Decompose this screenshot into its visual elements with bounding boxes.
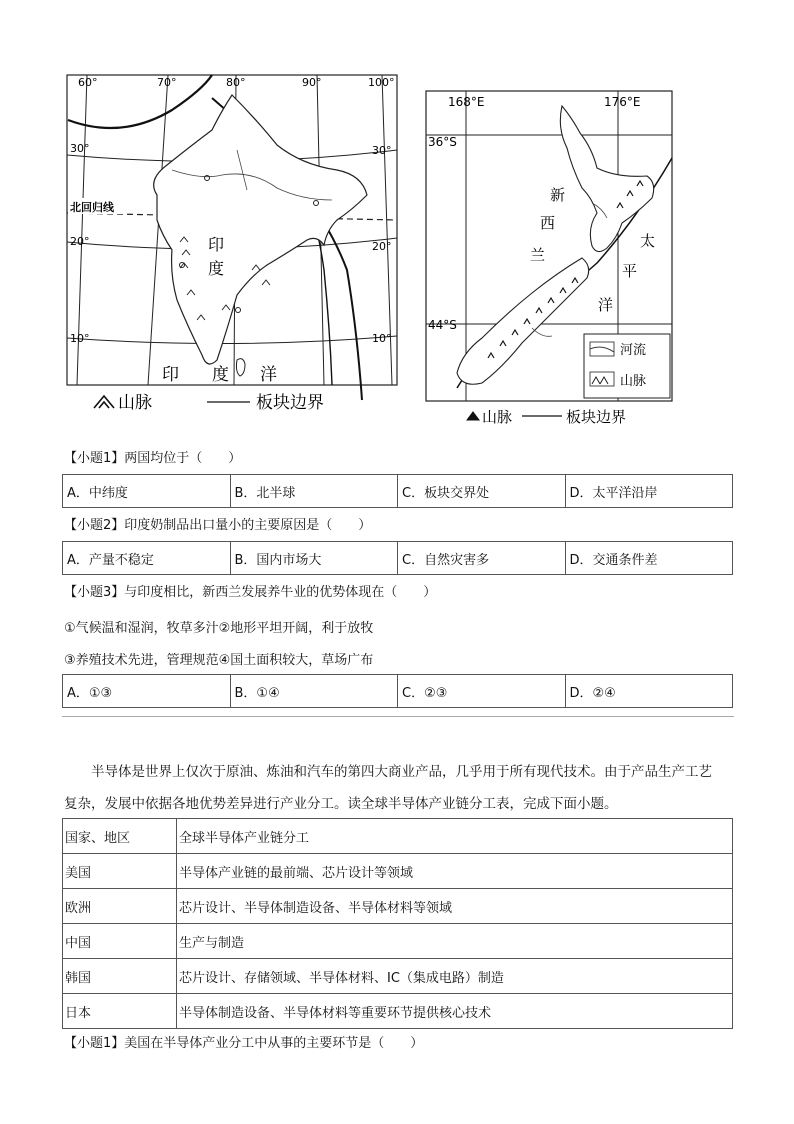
question-3-title: 【小题3】与印度相比，新西兰发展养牛业的优势体现在（ ） <box>64 585 437 600</box>
table-cell: 芯片设计、半导体制造设备、半导体材料等领域 <box>177 889 733 924</box>
legend-boundary-label: 板块边界 <box>256 393 324 413</box>
table-cell: 韩国 <box>63 959 177 994</box>
country-char: 新 <box>550 186 566 204</box>
lat-label: 30° <box>372 144 392 157</box>
ocean-char: 洋 <box>598 296 614 314</box>
lon-label: 60° <box>78 76 98 89</box>
option-a[interactable]: A．①③ <box>63 675 231 708</box>
legend-mountain-label: 山脉 <box>620 374 647 389</box>
table-header-cell: 全球半导体产业链分工 <box>177 819 733 854</box>
country-char: 西 <box>540 214 556 232</box>
legend-river-label: 河流 <box>620 343 647 358</box>
table-header-cell: 国家、地区 <box>63 819 177 854</box>
question-4-title: 【小题1】美国在半导体产业分工中从事的主要环节是（ ） <box>64 1036 424 1051</box>
table-row <box>63 959 733 994</box>
country-label: 印 <box>208 235 225 254</box>
india-map <box>62 70 402 420</box>
legend-mountain-label: 山脉 <box>482 408 513 426</box>
table-row <box>63 924 733 959</box>
passage-line: 半导体是世界上仅次于原油、炼油和汽车的第四大商业产品，几乎用于所有现代技术。由于产品生产工艺 <box>91 764 712 780</box>
lat-label: 36°S <box>428 135 457 149</box>
table-cell: 半导体产业链的最前端、芯片设计等领域 <box>177 854 733 889</box>
lon-label: 168°E <box>448 95 485 109</box>
new-zealand-map <box>422 88 676 428</box>
option-b[interactable]: B．国内市场大 <box>230 542 398 575</box>
option-a[interactable]: A．中纬度 <box>63 475 231 508</box>
table-cell: 生产与制造 <box>177 924 733 959</box>
lat-label: 20° <box>372 240 392 253</box>
lat-label: 30° <box>70 142 90 155</box>
option-d[interactable]: D．太平洋沿岸 <box>565 475 733 508</box>
semiconductor-table <box>62 818 733 1029</box>
ocean-label: 度 <box>212 365 229 385</box>
lat-label: 20° <box>70 235 90 248</box>
tropic-label: 北回归线 <box>70 201 114 214</box>
lon-label: 100° <box>368 76 395 89</box>
question-3-statement: ③养殖技术先进，管理规范④国土面积较大，草场广布 <box>64 653 374 668</box>
lon-label: 176°E <box>604 95 641 109</box>
table-row <box>63 854 733 889</box>
option-a[interactable]: A．产量不稳定 <box>63 542 231 575</box>
option-c[interactable]: C．②③ <box>398 675 566 708</box>
question-1-title: 【小题1】两国均位于（ ） <box>64 451 242 466</box>
ocean-label: 印 <box>162 365 179 385</box>
question-1-options <box>62 474 733 508</box>
option-b[interactable]: B．①④ <box>230 675 398 708</box>
lon-label: 70° <box>157 76 177 89</box>
lat-label: 10° <box>372 332 392 345</box>
lon-label: 80° <box>226 76 246 89</box>
mountain-legend-icon <box>467 412 479 420</box>
lat-label: 44°S <box>428 318 457 332</box>
table-cell: 欧洲 <box>63 889 177 924</box>
table-cell: 芯片设计、存储领域、半导体材料、IC（集成电路）制造 <box>177 959 733 994</box>
table-header-row <box>63 819 733 854</box>
question-2-options <box>62 541 733 575</box>
question-2-title: 【小题2】印度奶制品出口量小的主要原因是（ ） <box>64 518 372 533</box>
passage-line: 复杂，发展中依据各地优势差异进行产业分工。读全球半导体产业链分工表，完成下面小题。 <box>64 796 618 812</box>
table-cell: 中国 <box>63 924 177 959</box>
option-b[interactable]: B．北半球 <box>230 475 398 508</box>
option-d[interactable]: D．②④ <box>565 675 733 708</box>
ocean-label: 洋 <box>260 365 277 385</box>
section-divider <box>62 716 734 717</box>
table-cell: 日本 <box>63 994 177 1029</box>
passage <box>64 756 744 820</box>
ocean-char: 太 <box>640 232 656 250</box>
country-char: 兰 <box>530 246 546 264</box>
table-row <box>63 889 733 924</box>
ocean-char: 平 <box>622 262 638 280</box>
question-3-statement: ①气候温和湿润，牧草多汁②地形平坦开阔，利于放牧 <box>64 621 374 636</box>
legend-boundary-label: 板块边界 <box>566 408 627 426</box>
table-cell: 美国 <box>63 854 177 889</box>
question-3-options <box>62 674 733 708</box>
lon-label: 90° <box>302 76 322 89</box>
lat-label: 10° <box>70 332 90 345</box>
table-row <box>63 994 733 1029</box>
option-c[interactable]: C．自然灾害多 <box>398 542 566 575</box>
country-label: 度 <box>208 259 225 278</box>
table-cell: 半导体制造设备、半导体材料等重要环节提供核心技术 <box>177 994 733 1029</box>
option-c[interactable]: C．板块交界处 <box>398 475 566 508</box>
legend-mountain-label: 山脉 <box>118 393 152 413</box>
option-d[interactable]: D．交通条件差 <box>565 542 733 575</box>
mountain-legend-icon <box>94 396 114 408</box>
